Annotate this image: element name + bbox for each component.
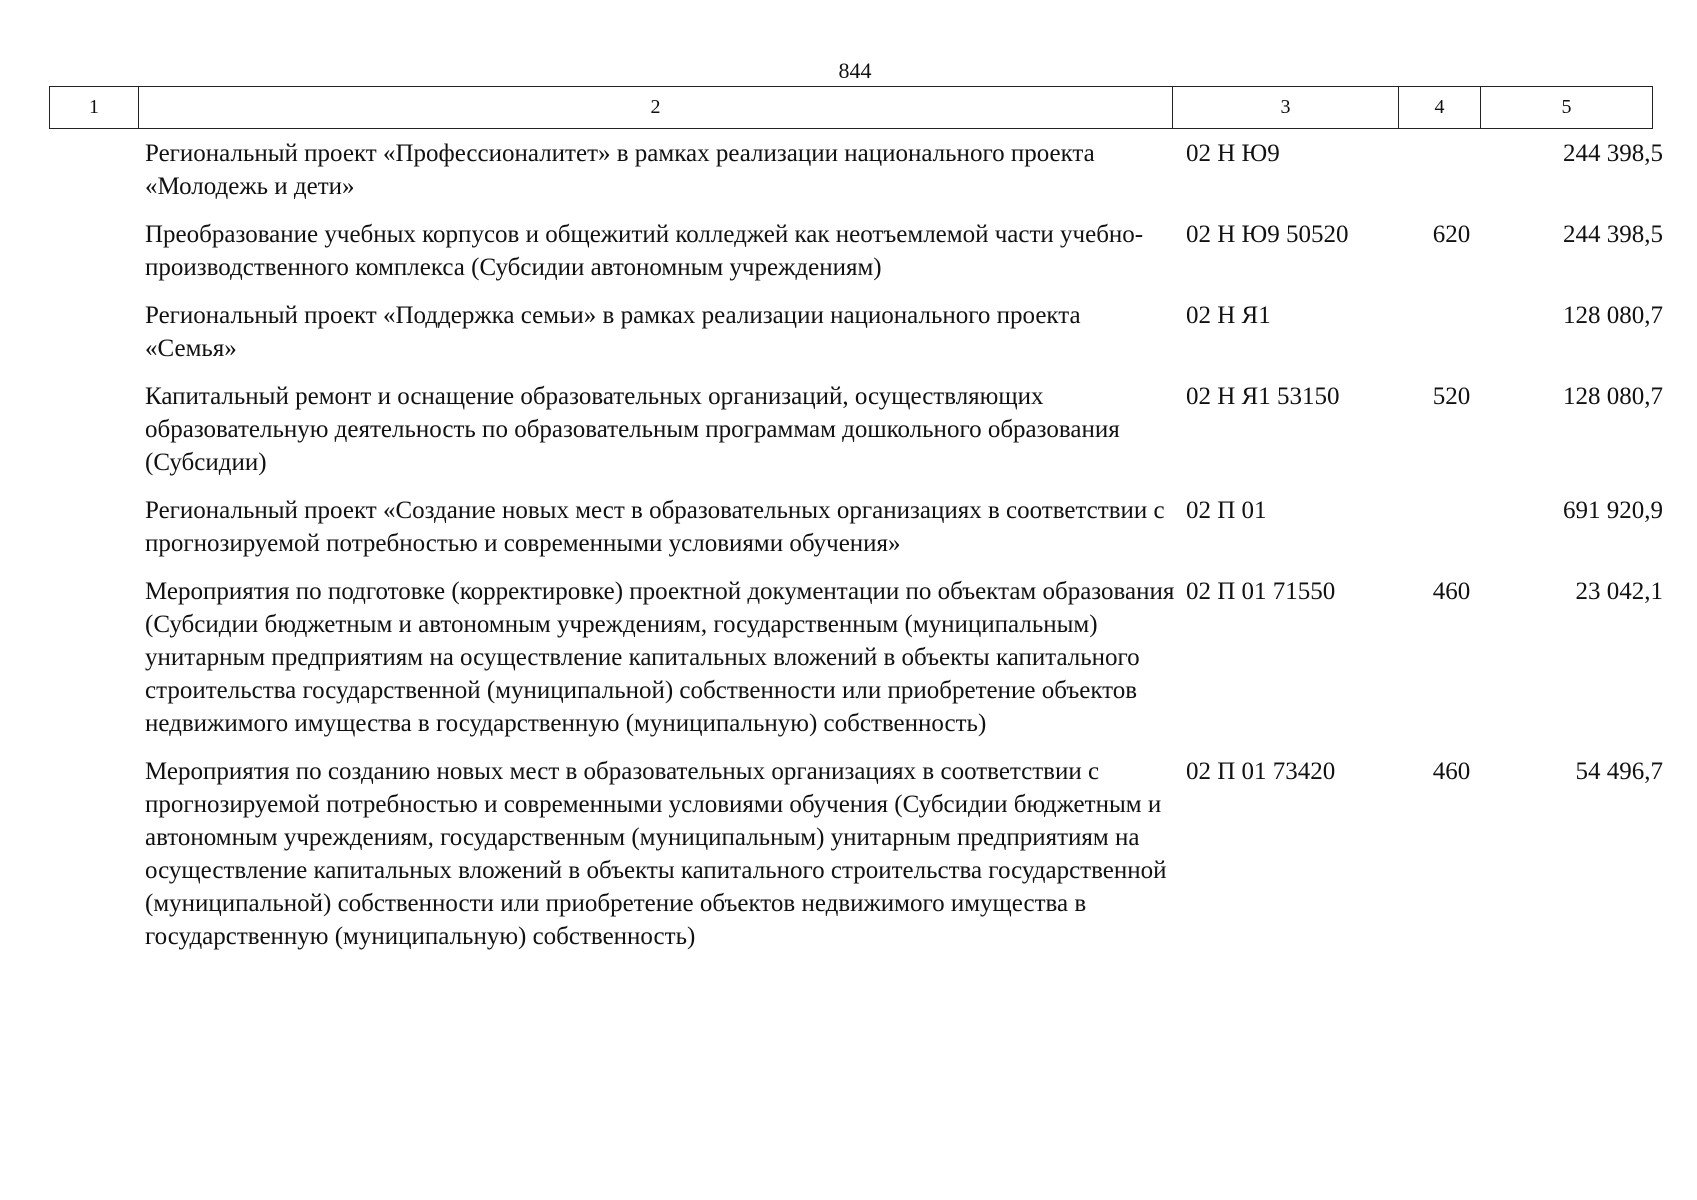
row-name: Региональный проект «Профессионалитет» в рамках реализации национального проекта «Молодежь и дети» [145,140,1095,200]
empty-cell [49,755,137,968]
row-type [1411,137,1492,218]
row-code: 02 П 01 71550 [1186,578,1336,605]
column-header-row [50,87,1653,129]
row-amount: 691 920,9 [1563,497,1663,524]
empty-cell [49,575,137,755]
column-header-4: 4 [1399,87,1481,129]
row-type [1411,494,1492,575]
row-type: 460 [1432,578,1471,605]
row-amount: 244 398,5 [1563,221,1663,248]
row-name: Региональный проект «Создание новых мест в образовательных организациях в соответствии с прогнозируемой потребностью и современными условиями обучения» [145,497,1165,557]
row-name: Преобразование учебных корпусов и общежитий колледжей как неотъемлемой части учебно-производственного комплекса (Субсидии автономным учреждениям) [145,221,1144,281]
column-header-table [49,86,1653,129]
row-type: 460 [1432,758,1471,785]
row-name: Мероприятия по созданию новых мест в образовательных организациях в соответствии с прогнозируемой потребностью и современными условиями обучения (Субсидии бюджетным и автономным учреждениям, государственным (муниципальным) унитарным предприятиям на осуществление капитальных вложений в объекты капитального строительства государственной (муниципальной) собственности или приобретение объектов недвижимого имущества в государственную (муниципальную) собственность) [145,758,1167,950]
row-amount: 54 496,7 [1575,758,1663,785]
table-row [49,299,1672,380]
row-type [1411,299,1492,380]
table-row [49,755,1672,968]
column-header-1: 1 [50,87,139,129]
empty-cell [49,137,137,218]
table-row [49,575,1672,755]
table-row [49,380,1672,494]
budget-table [49,137,1672,968]
row-amount: 128 080,7 [1563,302,1663,329]
row-code: 02 Н Я1 [1186,302,1271,329]
row-name: Мероприятия по подготовке (корректировке) проектной документации по объектам образования (Субсидии бюджетным и автономным учреждениям, государственным (муниципальным) унитарным предприятиям на осуществление капитальных вложений в объекты капитального строительства государственной (муниципальной) собственности или приобретение объектов недвижимого имущества в государственную (муниципальную) собственность) [145,578,1175,737]
row-name: Капитальный ремонт и оснащение образовательных организаций, осуществляющих образовательную деятельность по образовательным программам дошкольного образования (Субсидии) [145,383,1120,476]
row-amount: 23 042,1 [1575,578,1663,605]
row-name: Региональный проект «Поддержка семьи» в рамках реализации национального проекта «Семья» [145,302,1081,362]
row-type: 620 [1432,221,1471,248]
empty-cell [49,299,137,380]
empty-cell [49,494,137,575]
row-code: 02 П 01 [1186,497,1267,524]
row-code: 02 Н Ю9 [1186,140,1280,167]
column-header-2: 2 [139,87,1173,129]
row-amount: 128 080,7 [1563,383,1663,410]
table-row [49,137,1672,218]
row-type: 520 [1432,383,1471,410]
column-header-5: 5 [1481,87,1653,129]
empty-cell [49,380,137,494]
empty-cell [49,218,137,299]
column-header-3: 3 [1173,87,1399,129]
page-number: 844 [838,58,872,83]
row-code: 02 П 01 73420 [1186,758,1336,785]
row-code: 02 Н Я1 53150 [1186,383,1340,410]
row-amount: 244 398,5 [1563,140,1663,167]
row-code: 02 Н Ю9 50520 [1186,221,1349,248]
table-row [49,218,1672,299]
table-row [49,494,1672,575]
